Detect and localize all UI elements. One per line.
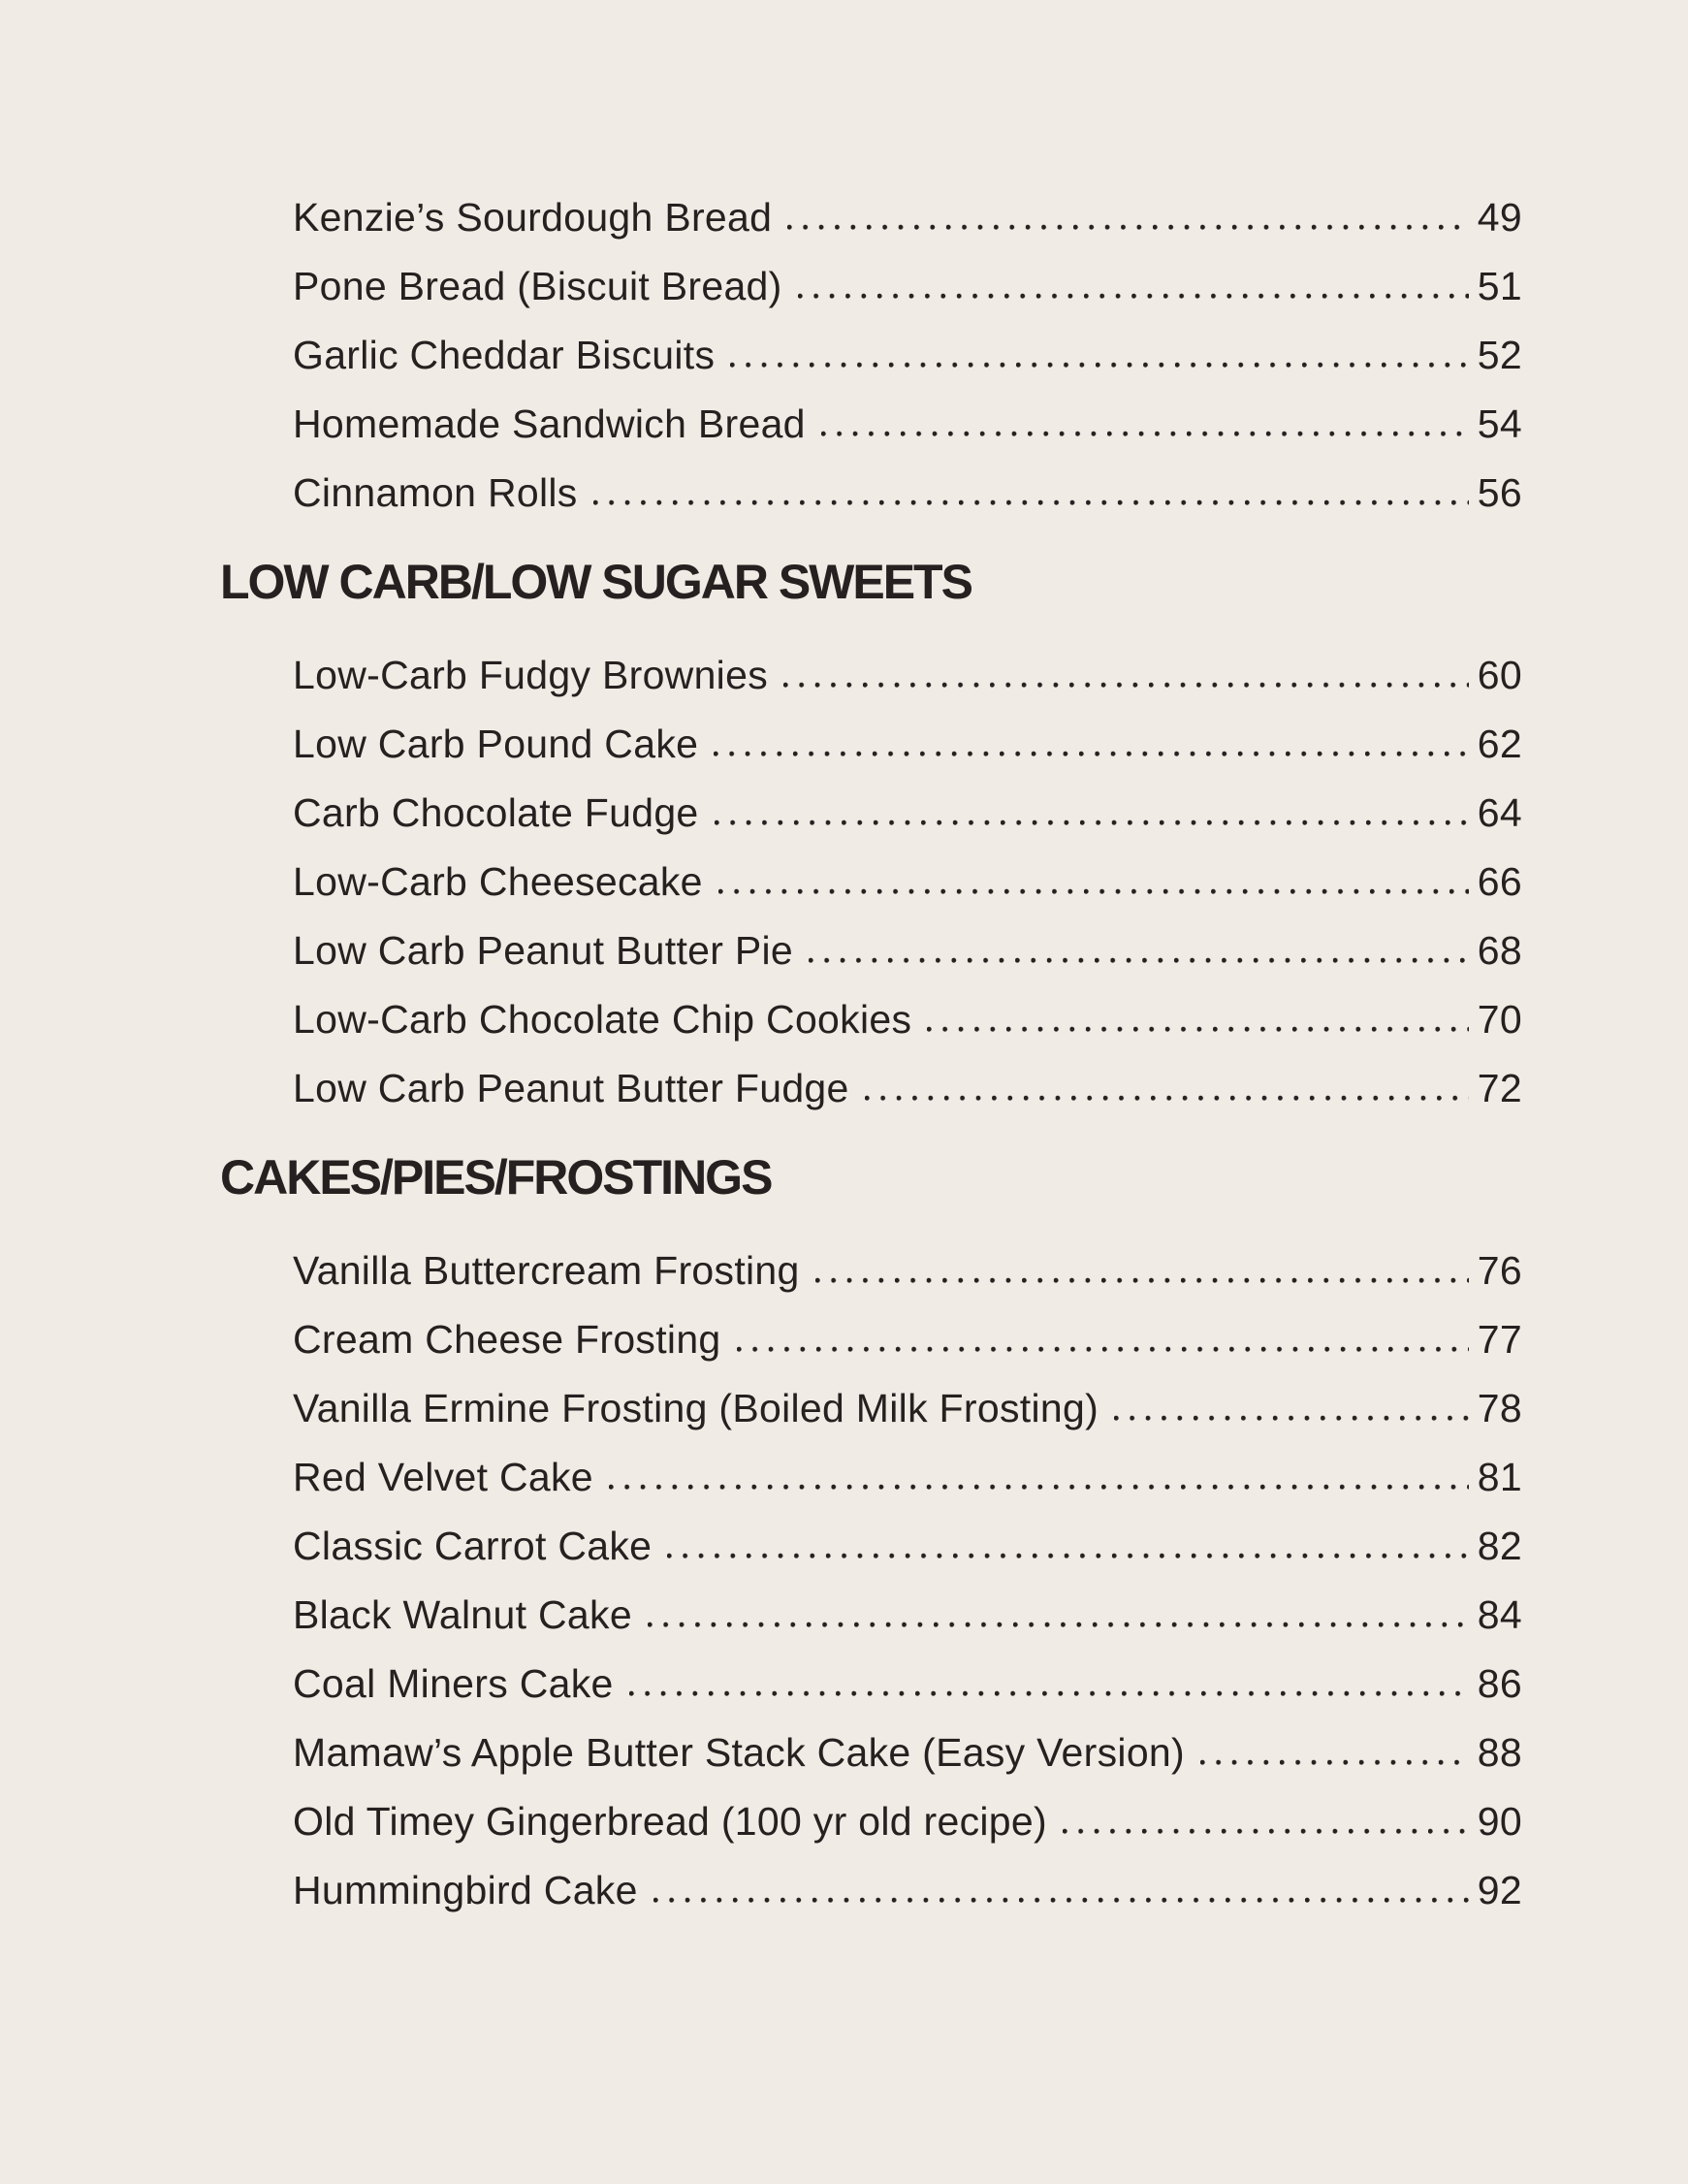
toc-entry [293,641,1522,710]
entry-page-number: 54 [1477,401,1522,446]
toc-entry [293,916,1522,985]
entry-page-number: 88 [1477,1730,1522,1775]
entry-title: Carb Chocolate Fudge [293,790,699,835]
entry-title: Red Velvet Cake [293,1455,593,1499]
entry-title: Black Walnut Cake [293,1592,632,1637]
entry-page-number: 81 [1477,1455,1522,1499]
entry-page-number: 92 [1477,1868,1522,1912]
toc-entry [293,848,1522,916]
entry-title: Classic Carrot Cake [293,1524,653,1568]
toc-section [220,183,1522,528]
section-heading: LOW CARB/LOW SUGAR SWEETS [220,555,971,609]
entry-title: Mamaw’s Apple Butter Stack Cake (Easy Version) [293,1730,1185,1775]
toc-entry [293,710,1522,779]
entry-page-number: 52 [1477,333,1522,377]
entry-title: Hummingbird Cake [293,1868,638,1912]
dot-leader [648,1621,1469,1628]
entry-page-number: 64 [1477,790,1522,835]
toc-entry [293,1237,1522,1305]
entry-page-number: 60 [1477,653,1522,697]
entry-page-number: 56 [1477,470,1522,515]
dot-leader [629,1689,1469,1697]
dot-leader [809,956,1469,964]
dot-leader [609,1483,1469,1491]
dot-leader [783,681,1469,689]
toc-entry [293,321,1522,390]
entry-title: Cinnamon Rolls [293,470,578,515]
dot-leader [787,223,1469,231]
entry-page-number: 90 [1477,1799,1522,1844]
entry-list [220,183,1522,528]
entry-title: Low Carb Peanut Butter Fudge [293,1066,849,1110]
toc-entry [293,1374,1522,1443]
entry-page-number: 77 [1477,1317,1522,1362]
entry-page-number: 76 [1477,1248,1522,1293]
toc-entry [293,390,1522,459]
entry-title: Low Carb Pound Cake [293,722,699,766]
dot-leader [815,1276,1469,1284]
toc-entry [293,183,1522,252]
entry-title: Vanilla Ermine Frosting (Boiled Milk Frosting) [293,1386,1099,1430]
toc-entry [293,1054,1522,1123]
dot-leader [821,430,1469,437]
toc-entry [293,1581,1522,1650]
entry-page-number: 68 [1477,928,1522,973]
entry-page-number: 66 [1477,859,1522,904]
toc-entry [293,252,1522,321]
toc-entry [293,1443,1522,1512]
dot-leader [1200,1758,1469,1766]
toc-section [220,1148,1522,1925]
toc-entry [293,459,1522,528]
entry-title: Low-Carb Chocolate Chip Cookies [293,997,912,1042]
entry-page-number: 70 [1477,997,1522,1042]
entry-list [220,641,1522,1123]
entry-page-number: 62 [1477,722,1522,766]
entry-title: Low-Carb Cheesecake [293,859,703,904]
dot-leader [1063,1827,1469,1835]
toc-entry [293,1856,1522,1925]
entry-page-number: 78 [1477,1386,1522,1430]
entry-title: Homemade Sandwich Bread [293,401,806,446]
section-heading: CAKES/PIES/FROSTINGS [220,1150,772,1204]
entry-title: Coal Miners Cake [293,1661,614,1706]
toc-entry [293,1787,1522,1856]
dot-leader [865,1094,1469,1102]
dot-leader [718,887,1469,895]
entry-title: Vanilla Buttercream Frosting [293,1248,800,1293]
dot-leader [1114,1414,1469,1422]
dot-leader [927,1025,1469,1033]
dot-leader [667,1552,1469,1559]
entry-title: Pone Bread (Biscuit Bread) [293,264,782,308]
entry-title: Garlic Cheddar Biscuits [293,333,716,377]
entry-page-number: 84 [1477,1592,1522,1637]
dot-leader [798,292,1469,300]
entry-title: Low Carb Peanut Butter Pie [293,928,794,973]
dot-leader [737,1345,1469,1353]
toc-entry [293,779,1522,848]
toc-section [220,553,1522,1123]
entry-page-number: 49 [1477,195,1522,240]
table-of-contents [220,0,1522,1925]
dot-leader [593,498,1469,506]
dot-leader [653,1896,1469,1904]
entry-page-number: 86 [1477,1661,1522,1706]
entry-list [220,1237,1522,1925]
toc-entry [293,1512,1522,1581]
entry-title: Low-Carb Fudgy Brownies [293,653,768,697]
toc-entry [293,1305,1522,1374]
entry-title: Kenzie’s Sourdough Bread [293,195,773,240]
dot-leader [715,819,1469,826]
entry-page-number: 82 [1477,1524,1522,1568]
toc-entry [293,1650,1522,1718]
toc-entry [293,1718,1522,1787]
entry-page-number: 72 [1477,1066,1522,1110]
dot-leader [714,750,1469,757]
entry-title: Old Timey Gingerbread (100 yr old recipe) [293,1799,1047,1844]
entry-page-number: 51 [1477,264,1522,308]
dot-leader [730,361,1469,369]
toc-entry [293,985,1522,1054]
entry-title: Cream Cheese Frosting [293,1317,721,1362]
